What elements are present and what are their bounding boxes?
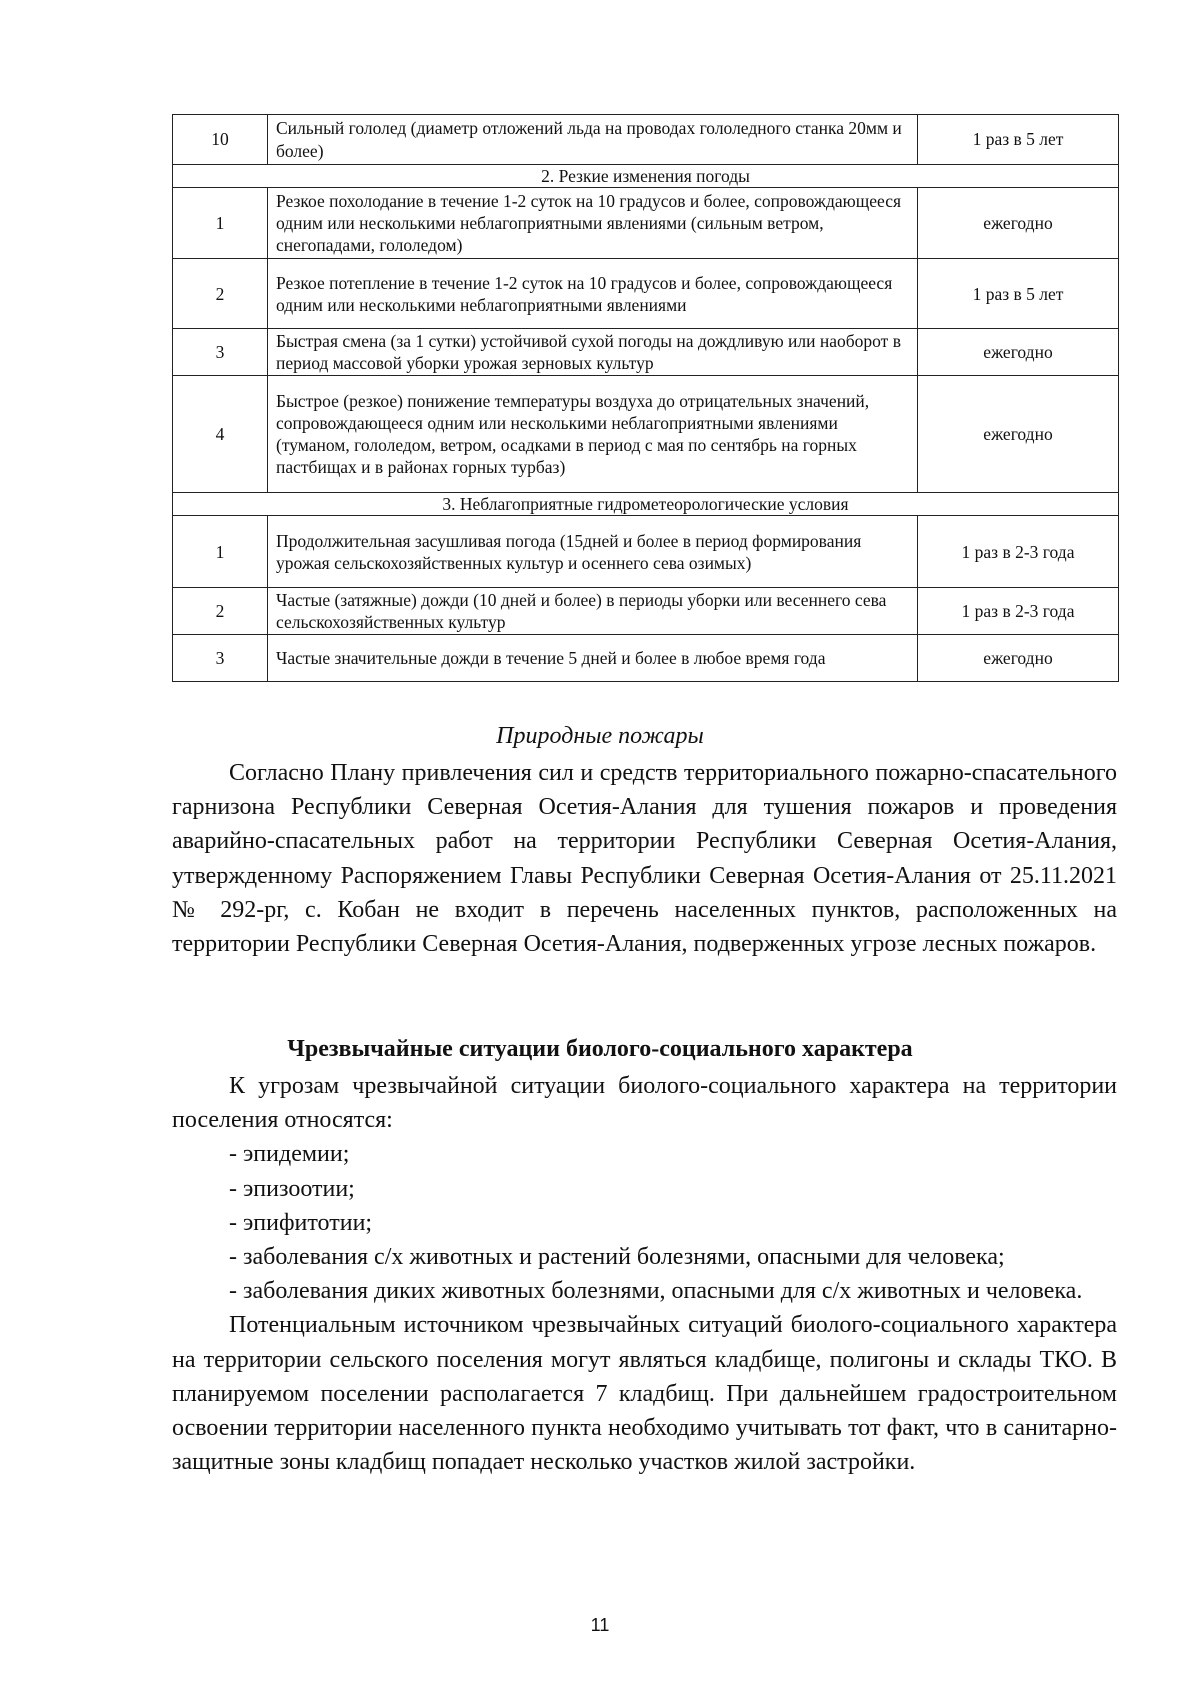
row-frequency: ежегодно	[918, 376, 1119, 493]
row-number: 4	[173, 376, 268, 493]
row-number: 2	[173, 259, 268, 329]
section-title: 2. Резкие изменения погоды	[173, 165, 1119, 188]
row-number: 1	[173, 188, 268, 259]
hazards-table	[172, 114, 1119, 682]
row-description: Частые значительные дожди в течение 5 дней и более в любое время года	[268, 635, 918, 682]
row-number: 3	[173, 329, 268, 376]
list-item: - заболевания диких животных болезнями, опасными для с/х животных и человека.	[229, 1278, 1083, 1305]
row-description: Резкое потепление в течение 1-2 суток на 10 градусов и более, сопровождающееся одним или несколькими неблагоприятными явлениями	[268, 259, 918, 329]
page-number: 11	[590, 1615, 610, 1635]
row-number: 2	[173, 588, 268, 635]
section-row	[173, 165, 1119, 188]
row-frequency: ежегодно	[918, 188, 1119, 259]
list-item: - заболевания с/х животных и растений болезнями, опасными для человека;	[229, 1244, 1005, 1271]
row-frequency: 1 раз в 5 лет	[918, 259, 1119, 329]
row-description: Быстрое (резкое) понижение температуры воздуха до отрицательных значений, сопровождающееся одним или несколькими неблагоприятными явлениями (туманом, гололедом, ветром, осадками в период с мая по сентябрь на горных пастбищах и в районах горных турбаз)	[268, 376, 918, 493]
row-number: 3	[173, 635, 268, 682]
fires-section	[172, 756, 1117, 961]
bio-section	[172, 1069, 1117, 1479]
table-row	[173, 115, 1119, 165]
row-frequency: ежегодно	[918, 635, 1119, 682]
list-item: - эпифитотии;	[229, 1209, 373, 1236]
table-row	[173, 588, 1119, 635]
row-description: Продолжительная засушливая погода (15дней и более в период формирования урожая сельскохозяйственных культур и осеннего сева озимых)	[268, 516, 918, 588]
row-frequency: 1 раз в 2-3 года	[918, 588, 1119, 635]
section-title: 3. Неблагоприятные гидрометеорологические условия	[173, 493, 1119, 516]
table-row	[173, 329, 1119, 376]
row-number: 1	[173, 516, 268, 588]
row-number: 10	[173, 115, 268, 165]
table-row	[173, 376, 1119, 493]
row-frequency: 1 раз в 5 лет	[918, 115, 1119, 165]
section-row	[173, 493, 1119, 516]
list-item: - эпидемии;	[229, 1141, 350, 1168]
table-row	[173, 635, 1119, 682]
list-item: - эпизоотии;	[229, 1175, 355, 1202]
table-row	[173, 516, 1119, 588]
table-row	[173, 188, 1119, 259]
bio-paragraph: Потенциальным источником чрезвычайных ситуаций биолого-социального характера на территории сельского поселения могут являться кладбище, полигоны и склады ТКО. В планируемом поселении располагается 7 кладбищ. При дальнейшем градостроительном освоении территории населенного пункта необходимо учитывать тот факт, что в санитарно-защитные зоны кладбищ попадает несколько участков жилой застройки.	[172, 1312, 1117, 1476]
row-frequency: 1 раз в 2-3 года	[918, 516, 1119, 588]
table-row	[173, 259, 1119, 329]
row-frequency: ежегодно	[918, 329, 1119, 376]
bio-intro: К угрозам чрезвычайной ситуации биолого-социального характера на территории поселения относятся:	[172, 1073, 1117, 1134]
row-description: Сильный гололед (диаметр отложений льда на проводах гололедного станка 20мм и более)	[268, 115, 918, 165]
bio-heading: Чрезвычайные ситуации биолого-социального характера	[287, 1036, 913, 1062]
fires-subtitle: Природные пожары	[496, 723, 704, 749]
row-description: Частые (затяжные) дожди (10 дней и более) в периоды уборки или весеннего сева сельскохозяйственных культур	[268, 588, 918, 635]
fires-paragraph: Согласно Плану привлечения сил и средств территориального пожарно-спасательного гарнизона Республики Северная Осетия-Алания для тушения пожаров и проведения аварийно-спасательных работ на территории Республики Северная Осетия-Алания, утвержденному Распоряжением Главы Республики Северная Осетия-Алания от 25.11.2021 № 292-рг, с. Кобан не входит в перечень населенных пунктов, расположенных на территории Республики Северная Осетия-Алания, подверженных угрозе лесных пожаров.	[172, 760, 1117, 958]
row-description: Резкое похолодание в течение 1-2 суток на 10 градусов и более, сопровождающееся одним или несколькими неблагоприятными явлениями (сильным ветром, снегопадами, гололедом)	[268, 188, 918, 259]
row-description: Быстрая смена (за 1 сутки) устойчивой сухой погоды на дождливую или наоборот в период массовой уборки урожая зерновых культур	[268, 329, 918, 376]
